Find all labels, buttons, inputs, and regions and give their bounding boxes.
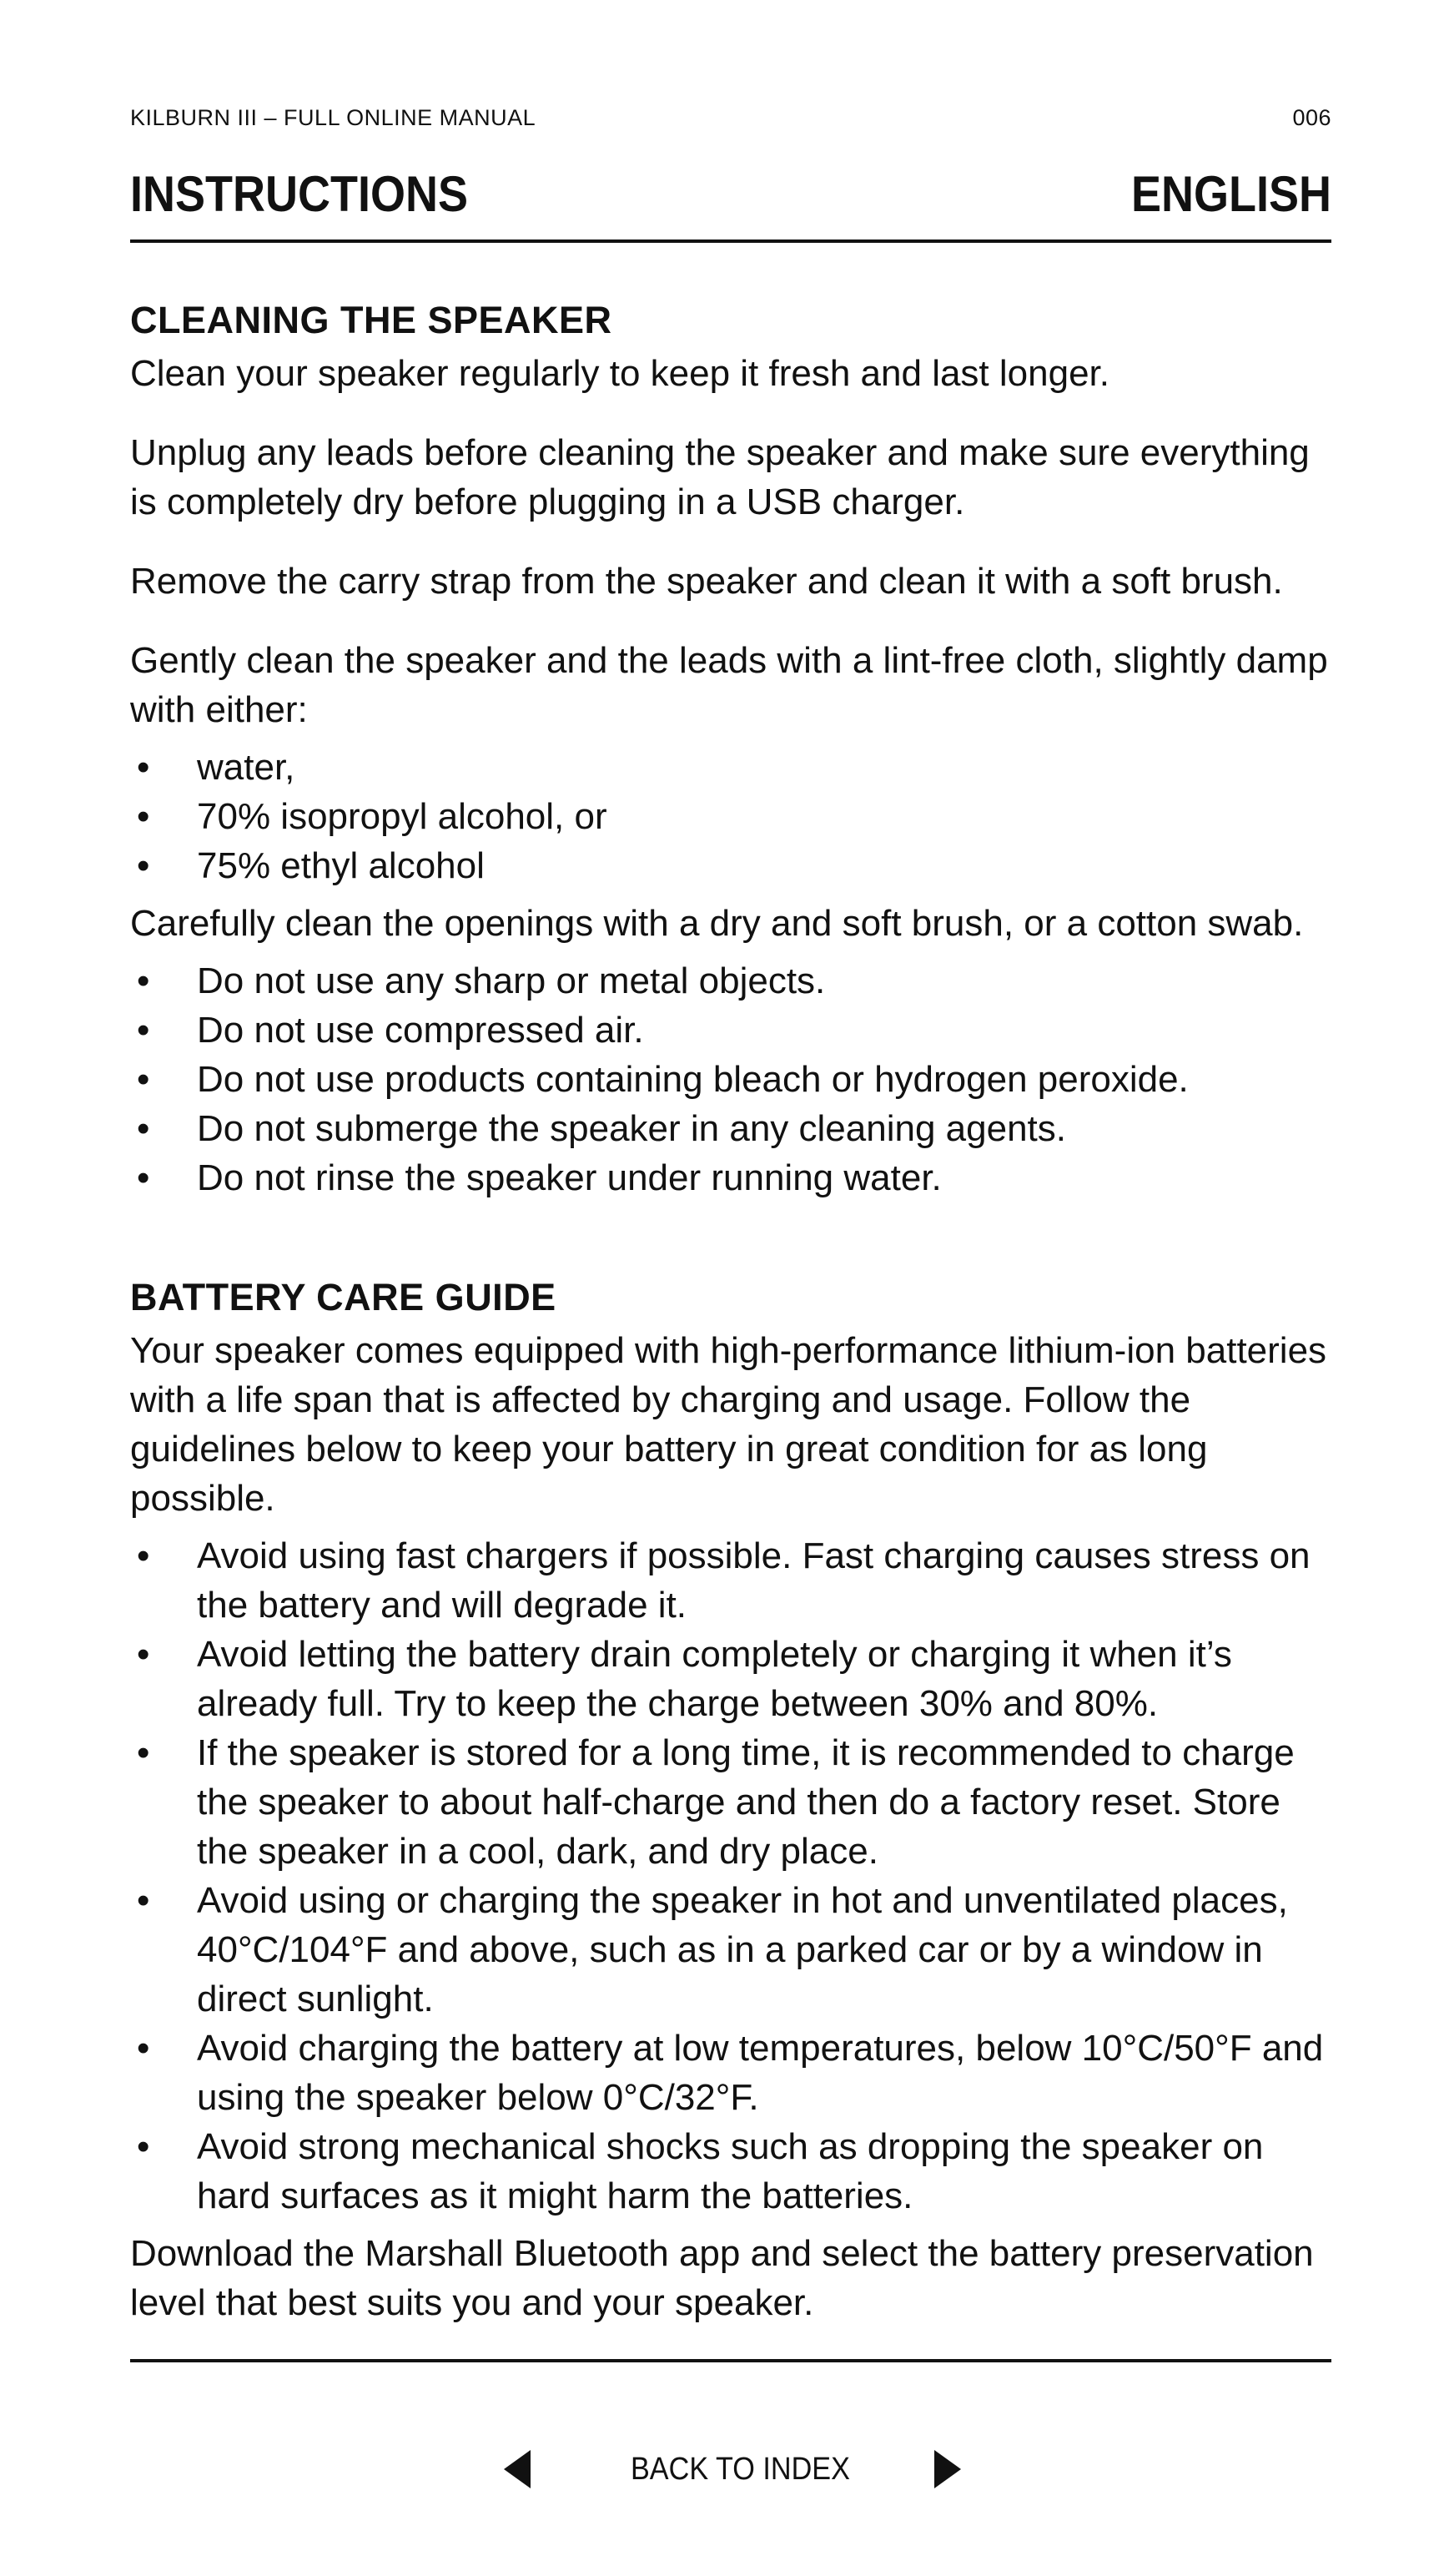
list-item: • Do not use products containing bleach or hydrogen peroxide.	[130, 1055, 1331, 1104]
page-footer	[130, 2443, 1331, 2493]
cleaning-unplug: Unplug any leads before cleaning the speaker and make sure everything is completely dry before plugging in a USB charger.	[130, 432, 1310, 522]
list-item: • Avoid strong mechanical shocks such as dropping the speaker on hard surfaces as it might harm the batteries.	[130, 2122, 1331, 2221]
running-header	[130, 105, 1331, 131]
triangle-right-icon[interactable]	[928, 2450, 964, 2488]
list-item: • Do not use compressed air.	[130, 1006, 1331, 1055]
list-item: • Avoid letting the battery drain completely or charging it when it’s already full. Try to keep the charge between 30% and 80%.	[130, 1630, 1331, 1728]
back-to-index-link[interactable]: BACK TO INDEX	[631, 2452, 850, 2487]
battery-app-note: Download the Marshall Bluetooth app and select the battery preservation level that best suits you and your speaker.	[130, 2233, 1314, 2323]
manual-page	[130, 0, 1331, 2576]
battery-tips-list	[130, 1531, 1331, 2221]
list-item: • Do not use any sharp or metal objects.	[130, 956, 1331, 1006]
triangle-left-icon[interactable]	[501, 2450, 537, 2488]
page-content	[130, 292, 1331, 2357]
list-item: • 70% isopropyl alcohol, or	[130, 792, 1331, 841]
page-number: 006	[1292, 105, 1331, 130]
header-divider	[130, 239, 1331, 243]
section-spacer	[130, 1211, 1331, 1269]
list-item: • If the speaker is stored for a long time, it is recommended to charge the speaker to about half-charge and then do a factory reset. Store the speaker in a cool, dark, and dry place.	[130, 1728, 1331, 1876]
list-item: • Avoid charging the battery at low temperatures, below 10°C/50°F and using the speaker below 0°C/32°F.	[130, 2024, 1331, 2122]
cleaning-section-title: CLEANING THE SPEAKER	[130, 299, 612, 341]
cleaning-openings: Carefully clean the openings with a dry and soft brush, or a cotton swab.	[130, 903, 1304, 944]
cleaning-donts-list	[130, 956, 1331, 1202]
manual-title: KILBURN III – FULL ONLINE MANUAL	[130, 105, 536, 130]
list-item: • water,	[130, 743, 1331, 792]
battery-intro: Your speaker comes equipped with high-performance lithium-ion batteries with a life span that is affected by charging and usage. Follow the guidelines below to keep your battery in great condition for as long possible.	[130, 1330, 1327, 1519]
cleaning-solutions-list	[130, 743, 1331, 890]
heading-instructions: INSTRUCTIONS	[130, 166, 468, 222]
cleaning-strap: Remove the carry strap from the speaker and clean it with a soft brush.	[130, 561, 1283, 602]
list-item: • 75% ethyl alcohol	[130, 841, 1331, 890]
cleaning-intro: Clean your speaker regularly to keep it fresh and last longer.	[130, 353, 1109, 394]
cleaning-gently: Gently clean the speaker and the leads with a lint-free cloth, slightly damp with either:	[130, 640, 1328, 730]
battery-section-title: BATTERY CARE GUIDE	[130, 1276, 556, 1318]
page-heading	[130, 164, 1331, 225]
list-item: • Avoid using or charging the speaker in hot and unventilated places, 40°C/104°F and above, such as in a parked car or by a window in direct sunlight.	[130, 1876, 1331, 2024]
list-item: • Avoid using fast chargers if possible. Fast charging causes stress on the battery and will degrade it.	[130, 1531, 1331, 1630]
heading-language: ENGLISH	[1130, 166, 1331, 222]
list-item: • Do not rinse the speaker under running water.	[130, 1153, 1331, 1202]
list-item: • Do not submerge the speaker in any cleaning agents.	[130, 1104, 1331, 1153]
footer-divider	[130, 2359, 1331, 2362]
